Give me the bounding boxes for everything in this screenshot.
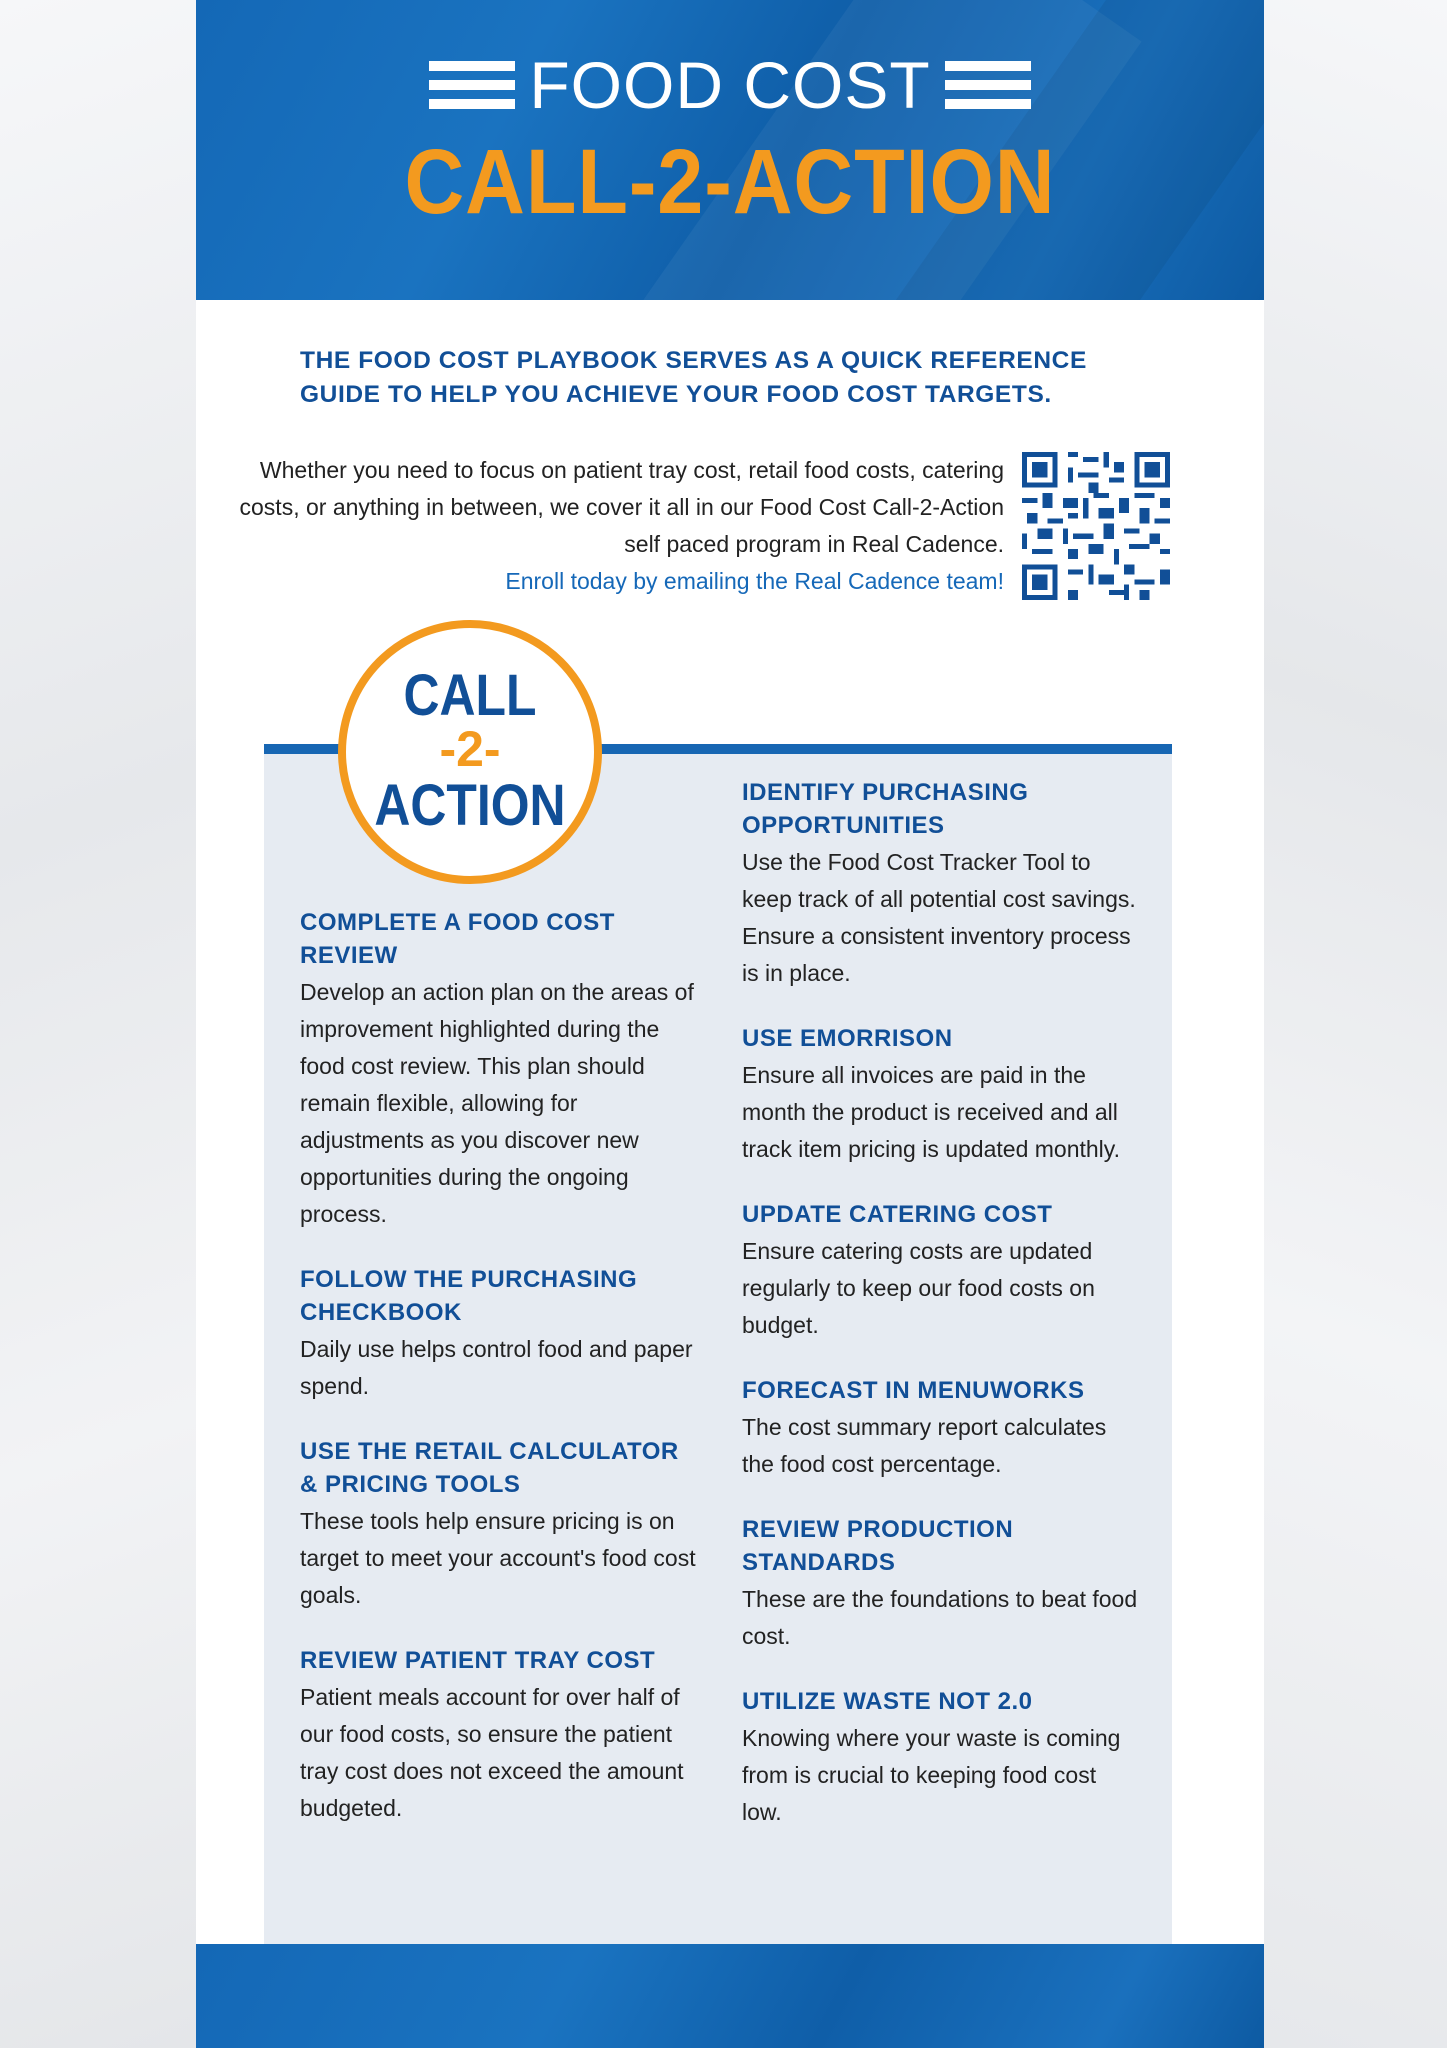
flyer-page	[196, 0, 1264, 2048]
action-item	[300, 1263, 700, 1405]
action-item	[300, 1644, 700, 1827]
action-title: REVIEW PATIENT TRAY COST	[300, 1647, 656, 1674]
action-title: USE THE RETAIL CALCULATOR & PRICING TOOLS	[300, 1438, 679, 1498]
page-title: FOOD COST	[529, 48, 931, 122]
action-item	[742, 1374, 1142, 1483]
action-text: Daily use helps control food and paper spend.	[300, 1336, 693, 1399]
intro-headline: THE FOOD COST PLAYBOOK SERVES AS A QUICK REFERENCE GUIDE TO HELP YOU ACHIEVE YOUR FOOD COST TARGETS.	[300, 347, 1087, 408]
footer-banner	[196, 1944, 1264, 2048]
action-item	[300, 1435, 700, 1614]
action-item	[742, 776, 1142, 992]
left-column	[300, 906, 700, 1857]
qr-code-icon[interactable]	[1022, 452, 1170, 600]
action-item	[300, 906, 700, 1233]
action-title: FORECAST IN MENUWORKS	[742, 1377, 1085, 1404]
action-text: These tools help ensure pricing is on target to meet your account's food cost goals.	[300, 1508, 696, 1608]
action-text: Use the Food Cost Tracker Tool to keep track of all potential cost savings. Ensure a consistent inventory process is in place.	[742, 849, 1136, 986]
intro-text	[236, 452, 1004, 600]
menu-lines-right-icon	[945, 61, 1031, 109]
action-item	[742, 1685, 1142, 1831]
action-item	[742, 1513, 1142, 1655]
action-title: UTILIZE WASTE NOT 2.0	[742, 1688, 1033, 1715]
action-item	[742, 1022, 1142, 1168]
action-title: IDENTIFY PURCHASING OPPORTUNITIES	[742, 779, 1029, 839]
action-text: Knowing where your waste is coming from is crucial to keeping food cost low.	[742, 1725, 1121, 1825]
intro-body: Whether you need to focus on patient tray cost, retail food costs, catering costs, or anything in between, we cover it all in our Food Cost Call-2-Action self paced program in Real Cadence.	[239, 457, 1004, 557]
action-item	[742, 1198, 1142, 1344]
badge-line-2: -2-	[439, 721, 501, 777]
action-text: Patient meals account for over half of our food costs, so ensure the patient tray cost does not exceed the amount budgeted.	[300, 1684, 684, 1821]
action-text: Develop an action plan on the areas of improvement highlighted during the food cost review. This plan should remain flexible, allowing for adjustments as you discover new opportunities during the ongoing process.	[300, 979, 694, 1227]
action-title: REVIEW PRODUCTION STANDARDS	[742, 1516, 1014, 1576]
call-2-action-badge	[338, 620, 602, 884]
action-title: USE EMORRISON	[742, 1025, 953, 1052]
action-text: Ensure catering costs are updated regularly to keep our food costs on budget.	[742, 1238, 1095, 1338]
right-column	[742, 776, 1142, 1861]
menu-lines-left-icon	[429, 61, 515, 109]
action-title: UPDATE CATERING COST	[742, 1201, 1053, 1228]
background-left	[0, 0, 196, 2048]
action-text: These are the foundations to beat food cost.	[742, 1586, 1138, 1649]
action-title: COMPLETE A FOOD COST REVIEW	[300, 909, 615, 969]
header-banner	[196, 0, 1264, 300]
badge-line-3: ACTION	[374, 773, 566, 838]
enroll-link[interactable]: Enroll today by emailing the Real Cadence team!	[505, 568, 1004, 594]
action-title: FOLLOW THE PURCHASING CHECKBOOK	[300, 1266, 638, 1326]
page-subtitle: CALL-2-ACTION	[404, 131, 1056, 233]
background-right	[1264, 0, 1447, 2048]
action-text: Ensure all invoices are paid in the month the product is received and all track item pricing is updated monthly.	[742, 1062, 1120, 1162]
action-text: The cost summary report calculates the food cost percentage.	[742, 1414, 1107, 1477]
badge-line-1: CALL	[403, 663, 537, 728]
title-row	[196, 48, 1264, 122]
